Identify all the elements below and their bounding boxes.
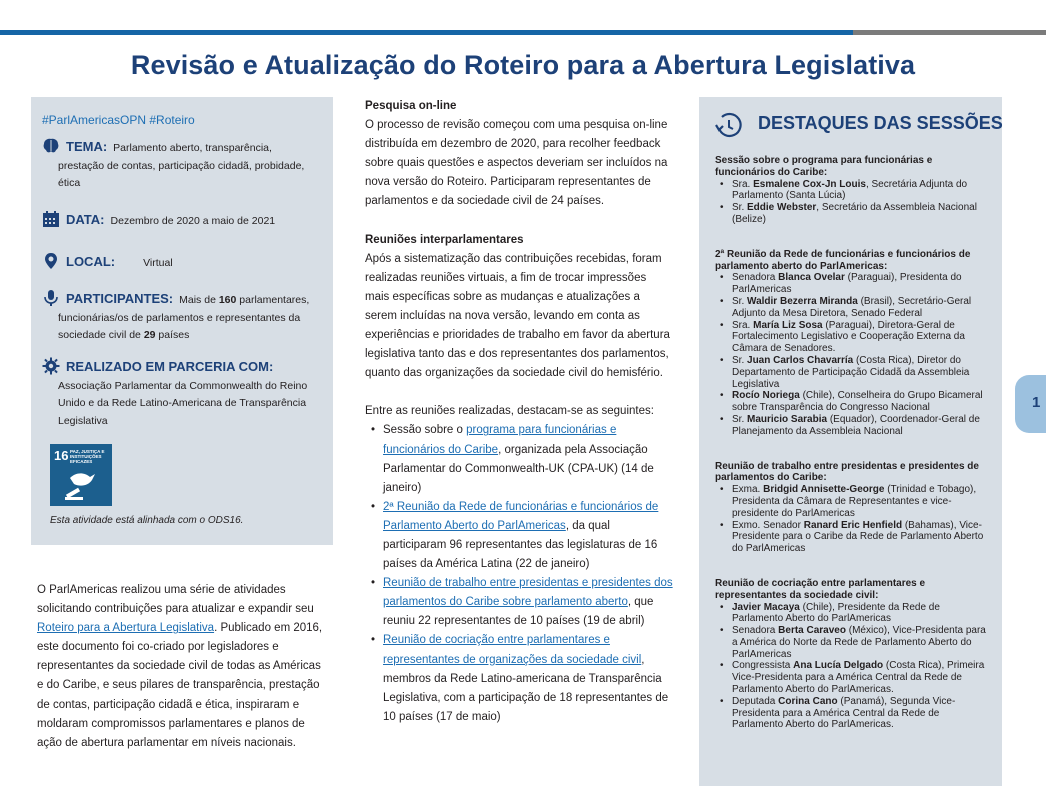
list-item [715, 414, 993, 438]
tema-row [42, 137, 327, 193]
honorific: Exma. [732, 484, 764, 496]
person-role: (Paraguai), Presidenta do ParlAmericas [732, 272, 962, 296]
meeting-3-link[interactable]: Reunião de trabalho entre presidentas e presidentes dos parlamentos do Caribe sobre parlamento aberto [383, 577, 673, 609]
person-role: , Secretário da Assembleia Nacional (Belize) [732, 202, 977, 225]
person-name: Waldir Bezerra Miranda [747, 295, 858, 307]
honorific: Senadora [732, 625, 779, 637]
honorific: Sra. [732, 319, 754, 331]
honorific: Senadora [732, 272, 779, 284]
list-item [715, 660, 993, 695]
meeting-1-link[interactable]: programa para funcionárias e funcionários do Caribe [383, 424, 617, 456]
person-name: Eddie Webster [747, 202, 817, 214]
parceria-row [42, 357, 327, 430]
intro-text-2: . Publicado em 2016, este documento foi co-criado por legisladores e representantes da sociedade civil de todas as Américas e do Caribe, e seus pilares de transparência, prestação de contas, participação cidadã e ética, inspiraram e moldaram compromissos parlamentares e planos de ação de abertura parlamentar em níveis nacionais. [37, 622, 323, 749]
parceria-label: REALIZADO EM PARCERIA COM: [66, 359, 274, 374]
list-item [715, 355, 993, 390]
list-item [715, 696, 993, 731]
person-role: (Trinidad e Tobago), Presidenta da Câmara de Representantes e vice-presidente do ParlAmericas [732, 484, 977, 519]
list-item [715, 202, 993, 226]
parceria-2: Unido e da Rede Latino-Americana de Transparência [58, 397, 307, 409]
session-4-title: Reunião de cocriação entre parlamentares e representantes da sociedade civil: [715, 577, 926, 601]
intro-paragraph [37, 581, 323, 753]
page-number-tab [1015, 375, 1046, 433]
meetings-heading: Reuniões interparlamentares [365, 233, 524, 246]
tema-value-1: Parlamento aberto, transparência, [113, 142, 272, 154]
person-role: (México), Vice-Presidenta para a América do Norte da Rede de Parlamento Aberto do ParlAmericas [732, 625, 986, 660]
person-name: Bridgid Annisette-George [763, 484, 885, 496]
list-item [365, 421, 673, 497]
person-role: (Costa Rica), Diretor do Departamento de Participação Cidadã da Assembleia Legislativa [732, 354, 970, 390]
session-3-title: Reunião de trabalho entre presidentas e presidentes de parlamentos do Caribe: [715, 460, 979, 484]
gear-icon [42, 357, 60, 375]
survey-paragraph: O processo de revisão começou com uma pesquisa on-line distribuída em dezembro de 2020, para recolher feedback sobre quais questões e aspectos deveriam ser incluídos na nova versão do Roteiro. Participaram representantes de parlamentos e da sociedade civil de 24 países. [365, 119, 668, 208]
person-role: (Brasil), Secretário-Geral Adjunto da Mesa Diretora, Senado Federal [732, 295, 972, 319]
person-role: (Paraguai), Diretora-Geral de Fortalecimento Legislativo e Cooperação Externa da Câmara de Senadores. [732, 319, 965, 355]
meetings-intro: Entre as reuniões realizadas, destacam-se as seguintes: [365, 405, 654, 418]
data-value: Dezembro de 2020 a maio de 2021 [110, 215, 276, 227]
data-label: DATA: [66, 212, 105, 227]
participantes-3a: sociedade civil de [58, 329, 144, 341]
survey-heading: Pesquisa on-line [365, 100, 457, 112]
parceria-1: Associação Parlamentar da Commonwealth do Reino [58, 379, 308, 392]
session-1-title: Sessão sobre o programa para funcionárias e funcionários do Caribe: [715, 155, 933, 178]
microphone-icon [42, 289, 60, 307]
session-1-list [715, 179, 993, 226]
list-item [715, 390, 993, 414]
person-name: Mauricio Sarabia [747, 413, 828, 425]
participantes-2: funcionárias/os de parlamentos e representantes da [58, 311, 301, 324]
person-name: María Liz Sosa [753, 319, 823, 331]
calendar-icon [42, 210, 60, 228]
dove-gavel-icon [62, 468, 100, 502]
meeting-2-post: , da qual participaram 96 representantes das legislaturas de 16 países da América Latina (22 de janeiro) [383, 519, 658, 571]
person-role: (Chile), Presidente da Rede de Parlamento Aberto do ParlAmericas [732, 601, 940, 625]
list-item [715, 272, 993, 296]
person-role: (Costa Rica), Primeira Vice-Presidenta para a América Central da Rede de Parlamento Aberto do ParlAmericas. [732, 660, 985, 696]
sdg16-logo [50, 444, 112, 506]
honorific: Congressista [732, 660, 794, 672]
page-title: Revisão e Atualização do Roteiro para a Abertura Legislativa [130, 50, 916, 80]
location-pin-icon [42, 252, 60, 270]
local-row [42, 252, 327, 273]
session-2-title: 2ª Reunião da Rede de funcionárias e funcionários de parlamento aberto do ParlAmericas: [715, 248, 971, 272]
person-role: (Bahamas), Vice-Presidente para o Caribe da Rede de Parlamento Aberto do ParlAmericas [732, 519, 984, 555]
person-name: Ana Lucía Delgado [793, 660, 884, 672]
meeting-4-link[interactable]: Reunião de cocriação entre parlamentares e representantes de organizações da sociedade civil [383, 634, 642, 666]
info-panel [31, 97, 333, 545]
participantes-1c: parlamentares, [236, 294, 310, 306]
person-name: Berta Caraveo [778, 625, 846, 637]
honorific: Sr. [732, 354, 748, 366]
tema-label: TEMA: [66, 139, 108, 154]
roteiro-link[interactable]: Roteiro para a Abertura Legislativa [37, 622, 215, 635]
meeting-1-pre: Sessão sobre o [383, 424, 467, 437]
local-label: LOCAL: [66, 254, 116, 269]
meeting-2-link[interactable]: 2ª Reunião da Rede de funcionárias e funcionários de Parlamento Aberto do ParlAmericas [383, 500, 659, 532]
data-row [42, 210, 327, 231]
honorific: Sr. [732, 413, 748, 425]
meetings-paragraph: Após a sistematização das contribuições recebidas, foram realizadas reuniões virtuais, a fim de trocar impressões mais específicas sobre as mudanças e atualizações a serem incluídas na nova versão, levando em conta as experiências e prioridades de trabalho em favor da abertura legislativa tanto das e dos representantes dos parlamentos, quanto das organizações da sociedade civil do hemisfério. [365, 252, 670, 380]
honorific: Exmo. Senador [732, 519, 804, 531]
participantes-countries: 29 [143, 329, 156, 341]
person-name: Javier Macaya [732, 601, 800, 613]
sdg-text: PAZ, JUSTIÇA E INSTITUIÇÕES EFICAZES [70, 449, 105, 464]
sdg-note: Esta atividade está alinhada com o ODS16. [50, 515, 244, 526]
meeting-1-post: , organizada pela Associação Parlamentar do Commonwealth-UK (CPA-UK) (14 de janeiro) [383, 443, 654, 494]
list-item [715, 320, 993, 355]
hashtags: #ParlAmericasOPN #Roteiro [42, 113, 195, 127]
honorific: Sr. [732, 202, 748, 214]
list-item [715, 625, 993, 660]
highlights-heading: DESTAQUES DAS SESSÕES [758, 113, 1003, 133]
meeting-3-post: , que reuniu 22 representantes de 10 países (19 de abril) [383, 596, 654, 628]
person-role: (Panamá), Segunda Vice-Presidenta para a América Central da Rede de Parlamento Aberto do ParlAmericas. [732, 695, 956, 731]
person-role: (Chile), Conselheira do Grupo Bicameral sobre Transparência do Congresso Nacional [732, 390, 983, 414]
person-name: Rocío Noriega [732, 390, 800, 402]
person-name: Esmalene Cox-Jn Louis [753, 178, 866, 190]
person-name: Blanca Ovelar [778, 272, 845, 284]
page-number: 1 [1032, 394, 1041, 411]
list-item [365, 574, 673, 631]
participantes-count: 160 [218, 294, 237, 306]
participantes-row [42, 289, 327, 345]
list-item [715, 296, 993, 320]
person-role: , Secretária Adjunta do Parlamento (Santa Lúcia) [732, 178, 968, 202]
top-accent-bar-gray [853, 30, 1046, 35]
honorific: Deputada [732, 695, 779, 707]
person-name: Corina Cano [778, 695, 838, 707]
person-name: Juan Carlos Chavarría [747, 354, 854, 366]
highlights-panel [699, 97, 1002, 786]
tema-value-2: prestação de contas, participação cidadã, probidade, [58, 159, 305, 172]
middle-column [365, 97, 673, 727]
participantes-1a: Mais de [179, 294, 219, 306]
person-role: (Equador), Coordenador-Geral de Planejamento da Assembleia Nacional [732, 413, 980, 437]
clock-history-icon [713, 111, 745, 146]
honorific: Sr. [732, 295, 748, 307]
meetings-list [365, 421, 673, 727]
participantes-3c: países [155, 329, 190, 341]
tema-value-3: ética [58, 177, 81, 189]
participantes-3 [42, 327, 327, 345]
list-item [715, 179, 993, 203]
parceria-3: Legislativa [58, 414, 108, 427]
highlights-body [715, 155, 993, 731]
list-item [365, 498, 673, 574]
local-value: Virtual [143, 257, 173, 269]
intro-text-1: O ParlAmericas realizou uma série de atividades solicitando contribuições para atualizar e expandir seu [37, 584, 314, 616]
session-2-list [715, 272, 993, 437]
list-item [365, 631, 673, 726]
session-3-list [715, 484, 993, 555]
person-name: Ranard Eric Henfield [803, 519, 903, 531]
sdg-number: 16 [54, 448, 69, 463]
brain-icon [42, 137, 60, 155]
list-item [715, 484, 993, 519]
honorific: Sra. [732, 178, 754, 190]
top-accent-bar [0, 30, 853, 35]
session-4-list [715, 602, 993, 732]
participantes-label: PARTICIPANTES: [66, 291, 174, 306]
meeting-4-post: , membros da Rede Latino-americana de Transparência Legislativa, com a participação de 18 representantes de 10 países (17 de maio) [383, 653, 669, 723]
list-item [715, 520, 993, 555]
list-item [715, 602, 993, 626]
